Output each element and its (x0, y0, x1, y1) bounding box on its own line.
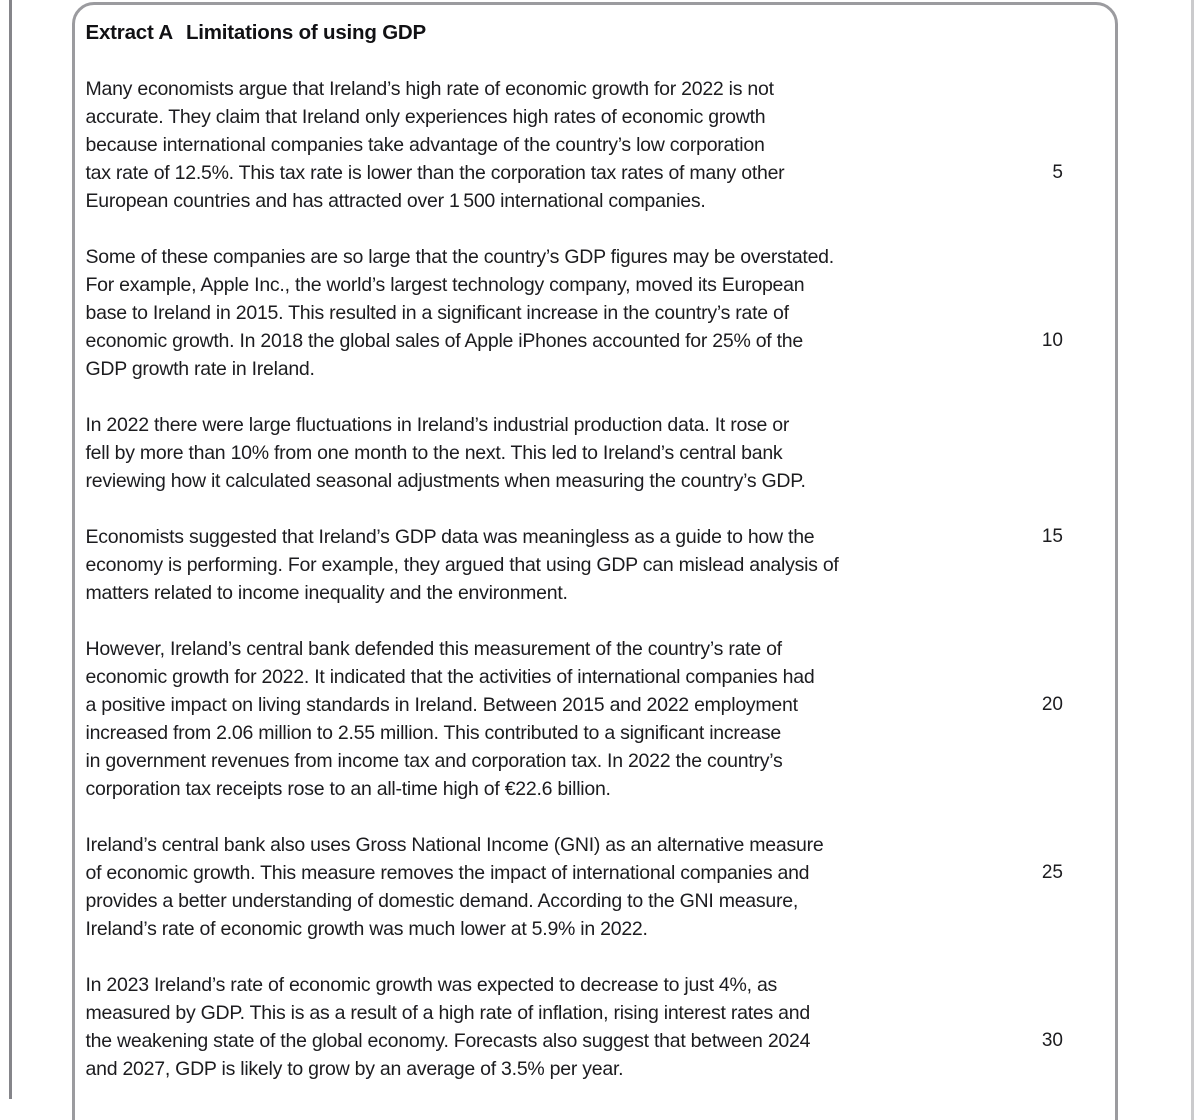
text-line-content: For example, Apple Inc., the world’s largest technology company, moved its European (85, 274, 805, 296)
text-line-content: Ireland’s rate of economic growth was much lower at 5.9% in 2022. (85, 918, 648, 940)
paragraph (86, 411, 1116, 495)
text-line-content: economic growth for 2022. It indicated that the activities of international companies had (85, 666, 815, 688)
text-line (86, 411, 1116, 439)
text-line (86, 663, 1116, 691)
text-line (86, 271, 1116, 299)
text-line (86, 159, 1116, 187)
text-line (86, 719, 1116, 747)
text-line-content: provides a better understanding of domestic demand. According to the GNI measure, (85, 890, 798, 912)
text-line-content: of economic growth. This measure removes the impact of international companies and (85, 862, 810, 884)
text-line (86, 439, 1116, 467)
page-left-rule (9, 0, 12, 1099)
extract-paragraphs (86, 75, 1116, 1083)
text-line-content: economic growth. In 2018 the global sales of Apple iPhones accounted for 25% of the (85, 330, 803, 352)
line-number: 30 (1041, 1030, 1063, 1051)
paragraph (86, 971, 1116, 1083)
text-line (86, 103, 1116, 131)
text-line-content: In 2023 Ireland’s rate of economic growth was expected to decrease to just 4%, as (85, 974, 778, 996)
text-line-content: Ireland’s central bank also uses Gross National Income (GNI) as an alternative measure (85, 834, 824, 856)
text-line (86, 971, 1116, 999)
text-line (86, 859, 1116, 887)
text-line (86, 887, 1116, 915)
text-line (86, 327, 1116, 355)
line-number: 5 (1052, 162, 1063, 183)
text-line-content: corporation tax receipts rose to an all-time high of €22.6 billion. (85, 778, 611, 800)
line-number: 15 (1041, 526, 1063, 547)
text-line-content: fell by more than 10% from one month to the next. This led to Ireland’s central bank (85, 442, 783, 464)
paragraph (86, 243, 1116, 383)
text-line-content: matters related to income inequality and the environment. (85, 582, 568, 604)
text-line (86, 131, 1116, 159)
text-line (86, 999, 1116, 1027)
paragraph (86, 75, 1116, 215)
text-line (86, 187, 1116, 215)
text-line (86, 551, 1116, 579)
line-number: 10 (1041, 330, 1063, 351)
extract-box (72, 2, 1118, 1120)
text-line (86, 831, 1116, 859)
text-line (86, 1055, 1116, 1083)
text-line (86, 635, 1116, 663)
text-line-content: Many economists argue that Ireland’s high rate of economic growth for 2022 is not (85, 78, 774, 100)
text-line (86, 775, 1116, 803)
text-line-content: measured by GDP. This is as a result of a high rate of inflation, rising interest rates and (85, 1002, 810, 1024)
text-line (86, 355, 1116, 383)
text-line (86, 579, 1116, 607)
text-line-content: In 2022 there were large fluctuations in Ireland’s industrial production data. It rose or (85, 414, 790, 436)
paragraph (86, 523, 1116, 607)
text-line-content: accurate. They claim that Ireland only experiences high rates of economic growth (85, 106, 766, 128)
text-line-content: and 2027, GDP is likely to grow by an average of 3.5% per year. (85, 1058, 624, 1080)
text-line (86, 75, 1116, 103)
text-line-content: European countries and has attracted over 1 500 international companies. (85, 190, 706, 212)
text-line-content: However, Ireland’s central bank defended this measurement of the country’s rate of (85, 638, 782, 660)
text-line-content: because international companies take advantage of the country’s low corporation (85, 134, 765, 156)
line-number: 25 (1041, 862, 1063, 883)
text-line (86, 1027, 1116, 1055)
extract-title-label: Extract A (85, 21, 173, 44)
text-line-content: GDP growth rate in Ireland. (85, 358, 315, 380)
text-line (86, 691, 1116, 719)
text-line-content: tax rate of 12.5%. This tax rate is lower than the corporation tax rates of many other (85, 162, 785, 184)
text-line-content: the weakening state of the global economy. Forecasts also suggest that between 2024 (85, 1030, 811, 1052)
text-line-content: in government revenues from income tax and corporation tax. In 2022 the country’s (85, 750, 783, 772)
text-line (86, 747, 1116, 775)
text-line-content: Economists suggested that Ireland’s GDP data was meaningless as a guide to how the (85, 526, 815, 548)
page-right-rule (1191, 0, 1194, 1120)
text-line (86, 243, 1116, 271)
text-line (86, 299, 1116, 327)
text-line (86, 915, 1116, 943)
line-number: 20 (1041, 694, 1063, 715)
text-line-content: a positive impact on living standards in Ireland. Between 2015 and 2022 employment (85, 694, 798, 716)
paragraph (86, 831, 1116, 943)
text-line-content: increased from 2.06 million to 2.55 million. This contributed to a significant increase (85, 722, 781, 744)
extract-title (86, 19, 1116, 47)
text-line-content: Some of these companies are so large that the country’s GDP figures may be overstated. (85, 246, 834, 268)
text-line-content: economy is performing. For example, they argued that using GDP can mislead analysis of (85, 554, 839, 576)
text-line (86, 467, 1116, 495)
text-line-content: reviewing how it calculated seasonal adjustments when measuring the country’s GDP. (85, 470, 806, 492)
text-line-content: base to Ireland in 2015. This resulted in a significant increase in the country’s rate of (85, 302, 789, 324)
paragraph (86, 635, 1116, 803)
extract-title-text: Limitations of using GDP (185, 21, 427, 44)
text-line (86, 523, 1116, 551)
